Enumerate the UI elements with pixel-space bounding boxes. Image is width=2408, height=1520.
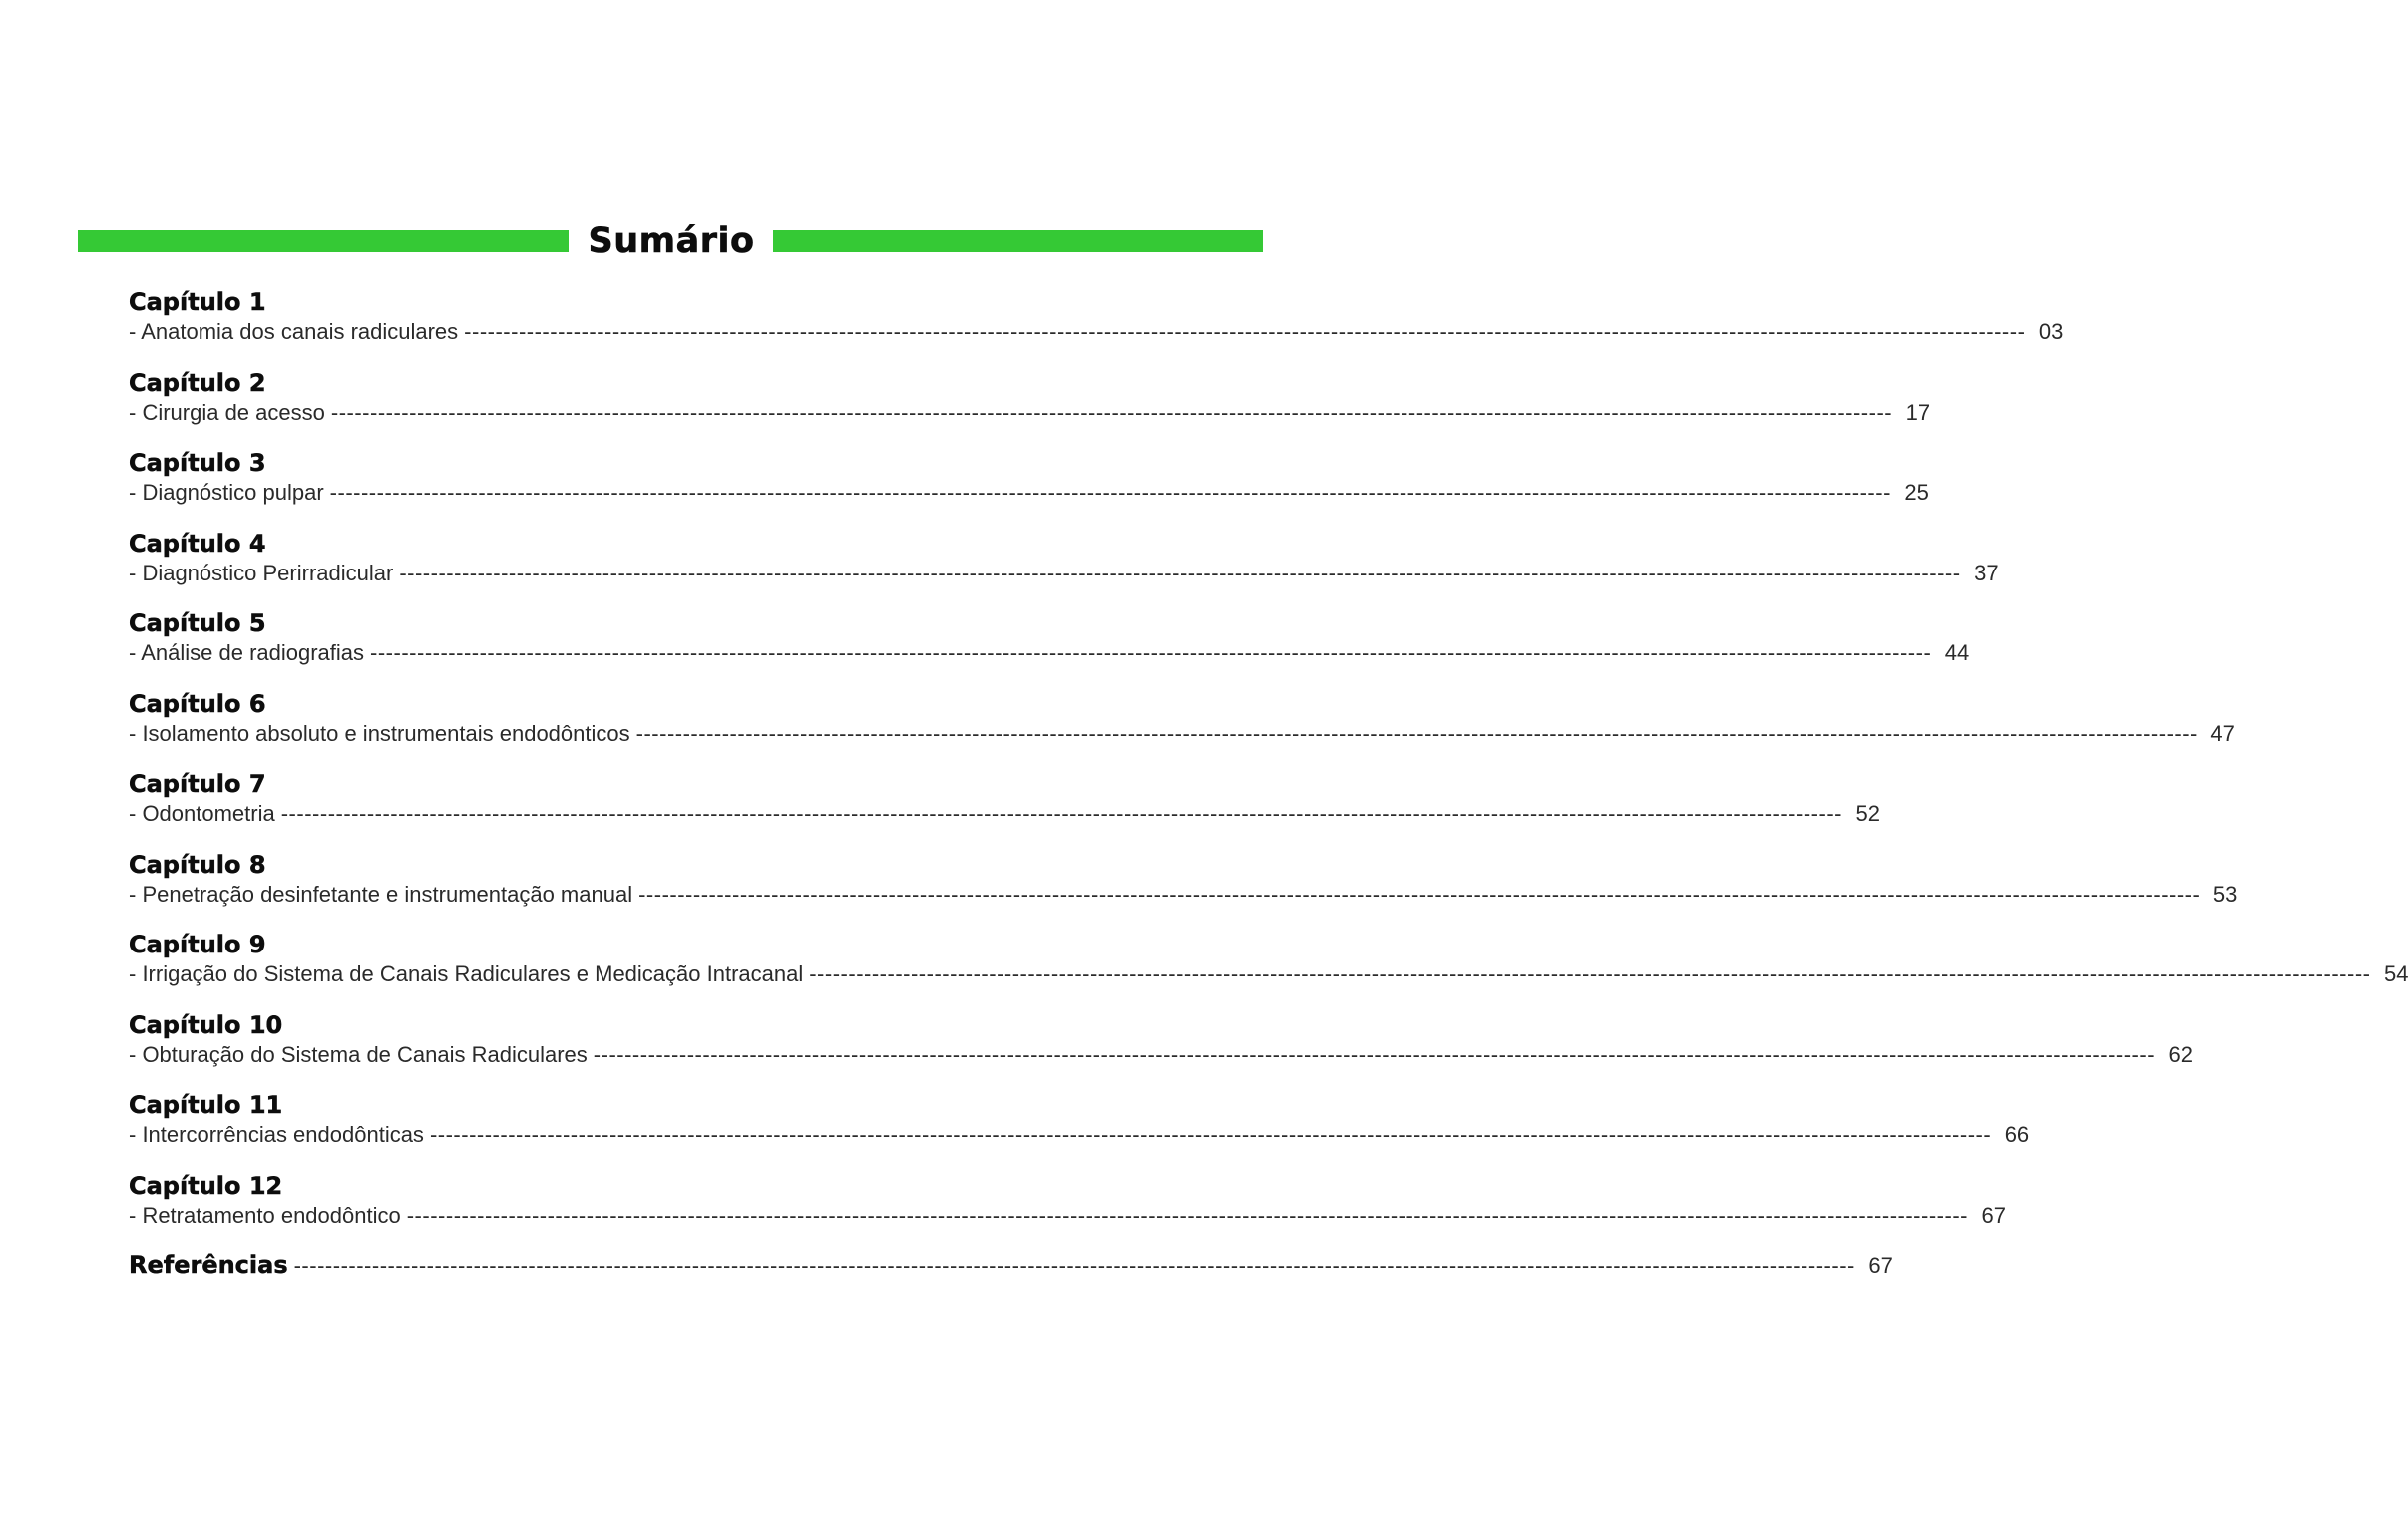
chapter-page-number: 54 xyxy=(2383,961,2408,986)
chapter-title: Capítulo 9 xyxy=(129,931,266,958)
chapter-entry-row xyxy=(129,801,1880,827)
chapter-item[interactable] xyxy=(129,1008,2194,1089)
chapter-item[interactable] xyxy=(129,366,1931,447)
chapter-entry-row xyxy=(129,1202,2006,1229)
chapter-title: Capítulo 5 xyxy=(129,609,266,637)
chapter-page-number: 53 xyxy=(2212,881,2238,907)
chapter-entry-row xyxy=(129,881,2238,908)
chapter-title: Capítulo 6 xyxy=(129,689,266,718)
chapter-page-number: 66 xyxy=(2004,1122,2030,1147)
table-of-contents xyxy=(129,285,2408,1279)
chapter-entry-label: - Isolamento absoluto e instrumentais endodônticos xyxy=(129,720,630,746)
chapter-entry-row xyxy=(129,720,2235,747)
chapter-page-number: 25 xyxy=(1904,480,1929,505)
chapter-entry-row xyxy=(129,961,2408,987)
chapter-entry-label: - Penetração desinfetante e instrumentação manual xyxy=(129,881,633,907)
chapter-title: Capítulo 1 xyxy=(129,288,266,316)
dot-leader: -------------------------------------------------------------------------------------------------------------------------------------------------------------------------------------------------------- xyxy=(429,1122,1992,1147)
chapter-page-number: 62 xyxy=(2168,1041,2194,1067)
references-label: Referências xyxy=(129,1251,288,1279)
chapter-title: Capítulo 3 xyxy=(129,449,266,477)
dot-leader: -------------------------------------------------------------------------------------------------------------------------------------------------------------------------------------------------------- xyxy=(635,720,2198,746)
chapter-title: Capítulo 4 xyxy=(129,529,266,558)
chapter-entry-label: - Intercorrências endodônticas xyxy=(129,1122,424,1147)
dot-leader: -------------------------------------------------------------------------------------------------------------------------------------------------------------------------------------------------------- xyxy=(293,1253,1855,1278)
dot-leader: -------------------------------------------------------------------------------------------------------------------------------------------------------------------------------------------------------- xyxy=(406,1202,1968,1228)
references-entry[interactable] xyxy=(129,1251,1893,1279)
dot-leader: -------------------------------------------------------------------------------------------------------------------------------------------------------------------------------------------------------- xyxy=(809,961,2371,986)
chapter-entry-row xyxy=(129,480,1929,506)
chapter-page-number: 47 xyxy=(2210,720,2235,746)
chapter-entry-label: - Odontometria xyxy=(129,801,275,826)
chapter-title: Capítulo 11 xyxy=(129,1091,283,1119)
toc-header xyxy=(78,217,1263,265)
chapter-item[interactable] xyxy=(129,848,2238,929)
chapter-item[interactable] xyxy=(129,767,1880,848)
chapter-item[interactable] xyxy=(129,446,1929,527)
chapter-entry-label: - Análise de radiografias xyxy=(129,640,365,665)
dot-leader: -------------------------------------------------------------------------------------------------------------------------------------------------------------------------------------------------------- xyxy=(399,560,1961,585)
chapter-entry-label: - Retratamento endodôntico xyxy=(129,1202,401,1228)
chapter-item[interactable] xyxy=(129,606,1970,687)
dot-leader: -------------------------------------------------------------------------------------------------------------------------------------------------------------------------------------------------------- xyxy=(280,801,1842,826)
chapter-entry-row xyxy=(129,1122,2030,1148)
chapter-title: Capítulo 7 xyxy=(129,770,266,798)
chapter-entry-row xyxy=(129,319,2064,345)
dot-leader: -------------------------------------------------------------------------------------------------------------------------------------------------------------------------------------------------------- xyxy=(464,319,2026,344)
chapter-entry-label: - Diagnóstico Perirradicular xyxy=(129,560,394,585)
chapter-entry-label: - Irrigação do Sistema de Canais Radiculares e Medicação Intracanal xyxy=(129,961,804,986)
chapter-entry-label: - Anatomia dos canais radiculares xyxy=(129,319,459,344)
dot-leader: -------------------------------------------------------------------------------------------------------------------------------------------------------------------------------------------------------- xyxy=(593,1041,2156,1067)
chapter-page-number: 37 xyxy=(1974,560,1999,585)
right-accent-bar xyxy=(773,230,1264,252)
chapter-item[interactable] xyxy=(129,928,2408,1008)
chapter-entry-row xyxy=(129,560,1999,586)
page-title: Sumário xyxy=(588,221,755,261)
chapter-page-number: 52 xyxy=(1855,801,1880,826)
chapter-item[interactable] xyxy=(129,285,2064,366)
chapter-item[interactable] xyxy=(129,687,2235,768)
chapter-list xyxy=(129,285,2408,1249)
chapter-title: Capítulo 8 xyxy=(129,850,266,879)
chapter-page-number: 44 xyxy=(1944,640,1970,665)
dot-leader: -------------------------------------------------------------------------------------------------------------------------------------------------------------------------------------------------------- xyxy=(329,480,1891,505)
chapter-entry-label: - Cirurgia de acesso xyxy=(129,399,325,425)
chapter-title: Capítulo 10 xyxy=(129,1010,283,1039)
chapter-entry-row xyxy=(129,640,1970,666)
dot-leader: -------------------------------------------------------------------------------------------------------------------------------------------------------------------------------------------------------- xyxy=(370,640,1932,665)
chapter-item[interactable] xyxy=(129,1088,2030,1169)
chapter-item[interactable] xyxy=(129,1169,2006,1250)
left-accent-bar xyxy=(78,230,569,252)
chapter-entry-label: - Diagnóstico pulpar xyxy=(129,480,324,505)
references-page-number: 67 xyxy=(1868,1253,1893,1278)
chapter-page-number: 03 xyxy=(2038,319,2064,344)
chapter-title: Capítulo 12 xyxy=(129,1171,283,1200)
chapter-title: Capítulo 2 xyxy=(129,368,266,397)
chapter-item[interactable] xyxy=(129,527,1999,607)
chapter-page-number: 17 xyxy=(1905,399,1931,425)
chapter-page-number: 67 xyxy=(1981,1202,2006,1228)
chapter-entry-row xyxy=(129,1041,2194,1068)
chapter-entry-row xyxy=(129,399,1931,426)
dot-leader: -------------------------------------------------------------------------------------------------------------------------------------------------------------------------------------------------------- xyxy=(638,881,2201,907)
dot-leader: -------------------------------------------------------------------------------------------------------------------------------------------------------------------------------------------------------- xyxy=(330,399,1893,425)
chapter-entry-label: - Obturação do Sistema de Canais Radiculares xyxy=(129,1041,588,1067)
